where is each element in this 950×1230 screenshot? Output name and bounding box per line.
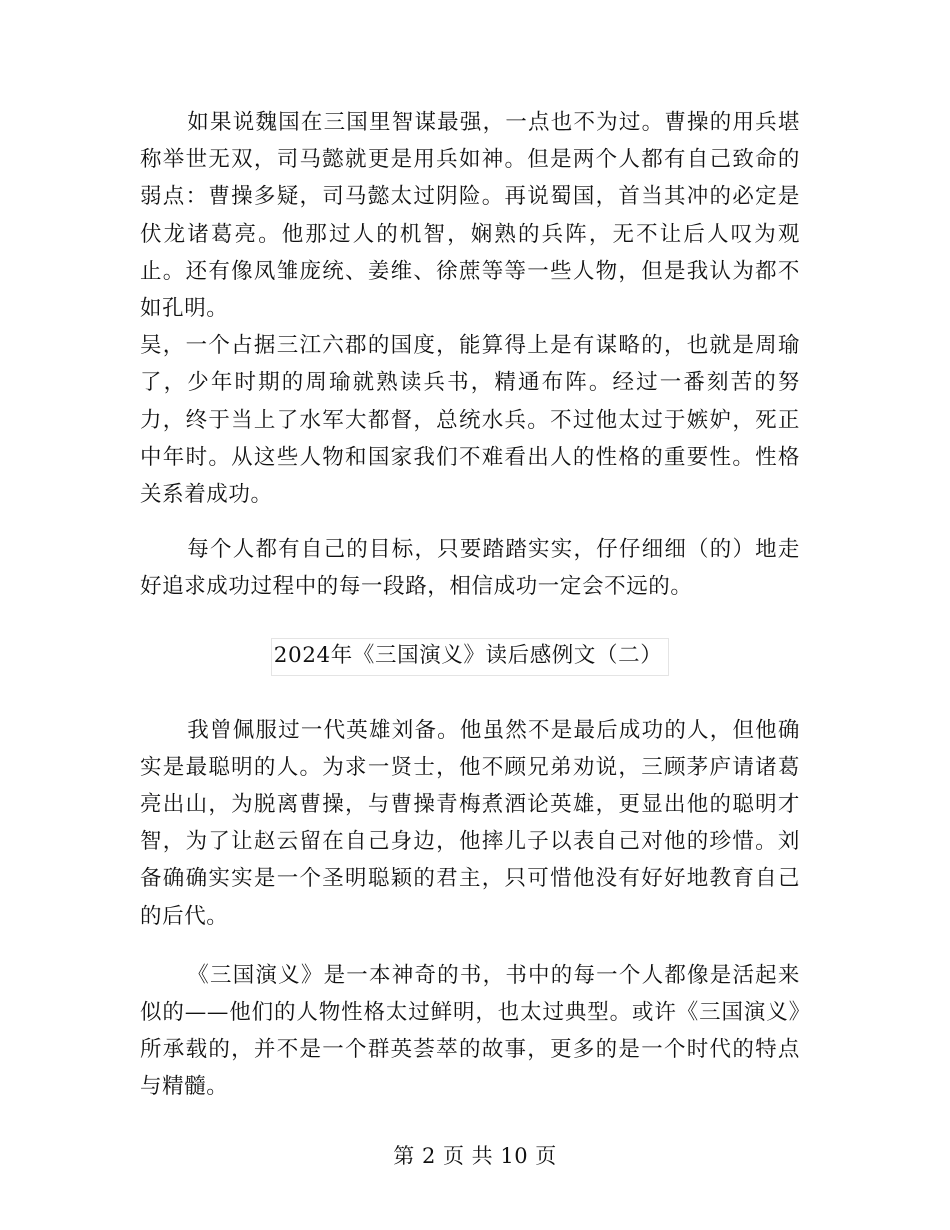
section-heading: 2024年《三国演义》读后感例文（二） — [271, 638, 670, 676]
paragraph-romance-book: 《三国演义》是一本神奇的书，书中的每一个人都像是活起来似的——他们的人物性格太过鲜明，也太过典型。或许《三国演义》所承载的，并不是一个群英荟萃的故事，更多的是一个时代的特点与精髓。 — [140, 962, 800, 1100]
document-body — [140, 104, 800, 1106]
page-number-footer: 第 2 页 共 10 页 — [393, 1144, 557, 1168]
paragraph-liu-bei: 我曾佩服过一代英雄刘备。他虽然不是最后成功的人，但他确实是最聪明的人。为求一贤士，他不顾兄弟劝说，三顾茅庐请诸葛亮出山，为脱离曹操，与曹操青梅煮酒论英雄，更显出他的聪明才智，为了让赵云留在自己身边，他摔儿子以表自己对他的珍惜。刘备确确实实是一个圣明聪颖的君主，只可惜他没有好好地教育自己的后代。 — [140, 717, 800, 929]
section-heading-wrapper — [140, 638, 800, 676]
paragraph-goals: 每个人都有自己的目标，只要踏踏实实，仔仔细细（的）地走好追求成功过程中的每一段路，相信成功一定会不远的。 — [140, 537, 800, 600]
paragraph-wei-shu-wu: 如果说魏国在三国里智谋最强，一点也不为过。曹操的用兵堪称举世无双，司马懿就更是用兵如神。但是两个人都有自己致命的弱点：曹操多疑，司马懿太过阴险。再说蜀国，首当其冲的必定是伏龙诸葛亮。他那过人的机智，娴熟的兵阵，无不让后人叹为观止。还有像凤雏庞统、姜维、徐蔗等等一些人物，但是我认为都不如孔明。 吴，一个占据三江六郡的国度，能算得上是有谋略的，也就是周瑜了，少年时期的周瑜就熟读兵书，精通布阵。经过一番刻苦的努力，终于当上了水军大都督，总统水兵。不过他太过于嫉妒，死正中年时。从这些人物和国家我们不难看出人的性格的重要性。性格关系着成功。 — [140, 110, 800, 508]
